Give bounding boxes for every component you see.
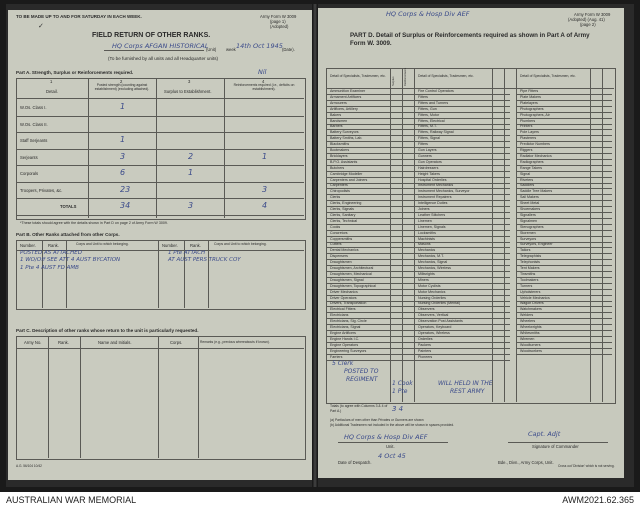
partD-row-label: Telephonists [520,260,540,265]
partD-row-label: Plasterers [520,136,537,141]
partD-hand-row: 1 Cook [392,380,413,387]
partD-hand-row: POSTED TO [344,368,379,375]
partD-row-label: Butchers [330,165,345,170]
col-num: 3 [188,79,191,84]
row-divider [516,171,612,172]
partD-row-label: Bricklayers [330,153,348,158]
partD-row-label: Fitters, M.T. [418,124,437,129]
partB-title: Part B. Other Ranks attached from other Corps. [16,232,120,237]
row-divider [516,354,612,355]
partD-row-label: Drivers, Transportation [330,301,367,306]
partD-row-label: Wiremen [520,336,535,341]
checkmark-icon: ✓ [38,23,44,30]
partA-cell-c3: 4 [262,201,268,210]
partD-row-label: Clerks, Signals [330,207,354,211]
partA-row-label: TOTALS [60,204,77,209]
signature-label-2: Bde., Divn., Army Corps, Unit. [498,460,554,465]
col-num: 2 [120,79,123,84]
partB-hand-row: 1 Pte ATTACH [168,250,206,256]
partC-table [16,336,306,460]
signature-note: Cross out 'Division' which is not serving. [558,464,615,468]
col-header: Posted strength (counting against establishment) (excluding attached). [94,83,150,91]
partD-row-label: Joiners [418,207,430,211]
partD-hand-row: 1 Pte [392,388,408,395]
adopted-note: (Adopted) (Aug. 41) [568,17,605,22]
partD-row-label: Predictor Numbers [520,142,550,147]
partD-row-label: Welders [520,313,534,318]
date-handwriting: 4 Oct 45 [378,452,406,460]
partD-row-label: Locksmiths [418,230,436,235]
signature-handwriting: Capt. Adjt [528,430,561,438]
partD-row-label: Hairdressers [418,165,439,170]
partD-row-label: Mechanics, Signal [418,260,448,265]
form-number: Army Form W 3009 [574,12,611,17]
partD-row-label: Hospital Orderlies [418,177,447,182]
col-header: Name and Initials. [98,340,132,345]
date-handwriting: 14th Oct 1945 [236,42,283,50]
partD-row-label: Battery Smiths, Lab. [330,136,363,141]
form-code: A.G. 56/104 10/42 [16,464,42,468]
partD-row-label: Gunners [418,153,432,158]
partD-hand-row: REGIMENT [346,376,378,383]
partD-row-label: Woodworkers [520,348,542,353]
partA-cell-c1: 23 [120,184,131,194]
partD-row-label: Driver Mechanics [330,289,358,294]
partC-title: Part C. Description of other ranks whose return to the unit is particularly requested. [16,328,199,333]
col-header: Reinforcements [404,67,407,86]
partD-row-label: Clerks [330,195,341,200]
partD-row-label: Masons [418,242,431,247]
partD-row-label: Instrument Mechanics, Surveyor [418,189,470,194]
partD-row-label: Clerks, Sanitary [330,212,356,217]
partD-row-label: Riveters [520,177,534,182]
partD-row-label: Electricians, Sig. Circle [330,319,367,324]
partD-row-label: Coppersmiths [330,236,353,241]
footer-bar [0,492,640,509]
partD-row-label: Toolmakers [520,277,539,282]
partD-row-label: Concretors [330,230,348,235]
page-number: (page 2) [580,22,596,27]
partD-row-label: Mechanics [418,248,436,253]
partD-row-label: Gun Layers [418,148,437,152]
partD-row-label: Dental Mechanics [330,248,359,253]
partD-row-label: Photographers, Air [520,112,550,117]
partD-row-label: Observers, Vertical [418,313,449,318]
partD-row-label: Mechanics, Wireless [418,266,451,270]
row-divider [16,149,304,150]
partD-row-label: Photographers [520,106,544,111]
partD-row-label: Fitters, Electrical [418,118,445,123]
partD-row-label: Surveyors [520,236,537,241]
partD-row-label: Fitters [418,142,428,147]
partD-row-label: Mechanics, M.T. [418,254,444,259]
partD-row-label: Armament Artificers [330,94,362,99]
partD-row-label: Chiropodists [330,189,350,194]
partA-cell-c3: 1 [262,151,268,161]
partA-row-label: Corporals [20,171,39,176]
partD-row-label: Radiator Mechanics [520,153,552,158]
partD-row-label: Barbers [330,124,343,129]
partD-row-label: Electricians [330,313,349,318]
partD-row-label: Saddle Tree Makers [520,189,553,194]
partA-handwriting: Nil [258,68,267,76]
partD-row-label: Storemen [520,230,536,235]
partD-row-label: Instrument Mechanics [418,183,454,188]
partD-row-label: Surveyors, Engineer [520,242,553,247]
unit-handwriting: HQ Corps & Hosp Div AEF [344,433,428,441]
row-divider [326,224,422,225]
partD-row-label: Shoemakers [520,207,541,211]
partD-row-label: Linemen [418,218,432,223]
partD-row-label: Tailors [520,248,531,253]
partD-hand-row: 5 Clerk [332,360,354,367]
form-subtitle: (To be furnished by all units and all Headquarter units) [108,56,219,61]
partA-cell-c1: 1 [120,102,126,111]
partB-hand-row: 1 Pte 4 AUST FD AMB [20,265,79,271]
row-divider [516,247,612,248]
partD-row-label: Turners [520,283,533,288]
partD-row-label: Gun Operators [418,159,442,164]
partD-row-label: Pole Layers [520,130,539,135]
partD-row-label: Vehicle Mechanics [520,295,550,300]
row-divider [326,194,422,195]
col-header: Army No. [24,340,42,345]
partD-row-label: Cooks [330,224,341,229]
partA-row-label: W.Os. Class II. [20,121,48,127]
partD-hand-row: REST ARMY [450,388,485,395]
col-num: 4 [262,79,265,84]
partD-row-label: Platelayers [520,100,538,105]
totals-label: Totals (to agree with Columns 3 & 4 of Part A.) [330,404,388,413]
partD-row-label: Sheet Metal [520,201,540,206]
row-divider [16,165,304,166]
partD-row-label: Engine Operators [330,342,359,347]
partD-row-label: Motor Mechanics [418,289,446,294]
partB-hand-row: 1 WO/Off SEE ATT 4 AUST BYCATION [20,257,121,263]
partD-row-label: Bootmakers [330,148,350,152]
partD-row-label: Machinists [418,236,435,241]
partD-row-label: Electricians, Signal [330,325,361,329]
unit-label: Unit. [386,444,395,449]
partD-row-label: Height Takers [418,171,440,176]
partD-row-label: Fitters, Signal [418,136,440,141]
row-divider [16,198,304,199]
row-divider [16,132,304,133]
partD-row-label: Linemen, Signals [418,224,446,229]
col-header: Number. [20,243,36,248]
col-header: Remarks (e.g., previous whereabouts if known). [200,340,270,344]
col-header: Surplus [391,76,395,86]
partD-row-label: Engine Artificers [330,330,356,335]
partD-row-label: Draughtsmen [330,260,352,265]
col-header: Surplus to Establishment. [164,89,212,94]
partD-row-label: Operators, Keyboard [418,325,452,329]
partD-row-label: Radiographers [520,159,544,164]
partA-cell-c2: 1 [188,168,194,177]
partD-row-label: Battery Surveyors [330,130,359,135]
partD-row-label: Plate Makers [520,94,541,99]
date-label: (Date). [282,47,295,52]
partD-row-label: Fitters, Gun [418,106,437,111]
partB-hand-row: POSTED AS ATTACHED [20,250,82,256]
partA-row-label: Troopers, Privates, &c. [20,187,63,193]
partD-row-label: Observation Post Assistants [418,319,463,324]
partD-row-label: Driver Operators [330,295,357,300]
partD-row-label: Riggers [520,148,533,152]
partD-row-label: Stenographers [520,224,544,229]
partD-row-label: Packers [418,342,431,347]
partA-row-label: W.Os. Class I. [20,105,47,110]
partD-row-label: Saddlers [520,183,535,188]
partD-row-label: Range Takers [520,165,543,170]
col-header: Detail. [46,89,58,94]
partD-row-label: Carpenters and Joiners [330,177,368,182]
partD-row-label: Draughtsmen, Mechanical [330,271,372,276]
partD-row-label: Motor Cyclists [418,283,441,288]
partD-row-label: Operators, Wireless [418,330,450,335]
partD-row-label: Draughtsmen, Topographical [330,283,376,288]
partD-row-label: Nursing Orderlies [418,295,446,300]
partD-row-label: Farriers [330,354,343,359]
partD-row-label: Wagon Drivers [520,301,544,306]
partD-row-label: Sail Makers [520,195,539,200]
partD-row-label: Bakers [330,112,342,117]
partD-row-label: Miners [418,277,429,282]
col-header: Corps. [170,340,183,345]
partD-row-label: Wheelwrights [520,325,542,329]
partD-row-label: Cambridge Modeller [330,171,363,176]
partD-row-label: Pipe Fitters [520,89,539,93]
partA-row-label: Serjeants [20,154,38,160]
partD-row-label: Plumbers [520,118,536,123]
right-page [318,8,624,478]
partD-row-label: Blacksmiths [330,142,350,147]
week-label: week [226,47,236,52]
col-header: Rank. [58,340,69,345]
partD-row-label: Upholsterers [520,289,541,294]
partA-cell-c3: 3 [262,184,268,194]
col-header: Reinforcements required (i.e., deficits on establishment). [233,83,295,91]
partD-row-label: Millwrights [418,271,435,276]
partD-row-label: Painters [418,348,432,353]
date-label: Date of Despatch. [338,460,372,465]
row-divider [16,215,304,216]
partD-row-label: B.P.O. Assistants [330,159,358,164]
adopted-note: (Adopted) [270,24,289,29]
partD-row-label: Telegraphists [520,254,542,259]
unit-handwriting: HQ Corps AFGAN HISTORICAL [112,42,209,50]
note-b: (b) Additional Tradesmen not included in the above will be shown in spaces provided. [330,423,455,427]
partA-cell-c1: 3 [120,151,126,161]
row-divider [414,94,510,95]
partA-cell-c2: 2 [188,151,194,161]
col-header: Corps and Unit to which belonging. [214,242,267,246]
partD-row-label: Printers [520,124,533,129]
row-divider [414,141,510,142]
partD-row-label: Pioneers [418,354,433,359]
header-note: TO BE MADE UP TO AND FOR SATURDAY IN EACH WEEK. [16,14,142,19]
partD-row-label: Fitters [418,94,428,99]
partD-title: PART D. Detail of Surplus or Reinforcements required as shown in Part A of Army Form W. 3009. [350,32,590,47]
partD-row-label: Draughtsmen, Architectural [330,266,374,270]
totals-hand: 3 4 [392,405,404,413]
unit-label: (Unit) [206,47,217,52]
partA-title: Part A. Strength, Surplus or Reinforcements required. [16,70,134,75]
col-header: Rank. [48,243,59,248]
col-num: 1 [50,79,53,84]
col-header: Detail of Specialists, Tradesmen, etc. [418,74,474,78]
partD-row-label: Fitters, Railway Signal [418,130,454,135]
footer-right: AWM2021.62.365 [562,495,634,505]
note-a: (a) Particulars of men other than Privates or Gunners are shown [330,418,424,422]
col-header: Detail of Specialists, Tradesmen, etc. [520,74,576,78]
partD-row-label: Fire Control Operators [418,89,454,93]
partD-row-label: Woodturners [520,342,541,347]
partD-row-label: Ammunition Examiner [330,89,366,93]
col-header: Number. [162,243,178,248]
signature-label: Signature of Commander [532,444,579,449]
col-header: Rank. [190,243,201,248]
partD-row-label: Whitesmiths [520,330,540,335]
partD-row-label: Artificers, Artillery [330,106,358,111]
partD-row-label: Armourers [330,100,347,105]
partD-row-label: Engineering Surveyors [330,348,367,353]
partA-cell-c1: 6 [120,168,126,177]
partA-cell-c2: 3 [188,201,194,210]
partA-note: *These totals should agree with the details shown in Part D on page 2 of Army Form W 3009. [20,221,168,225]
partD-row-label: Draughtsmen, Signal [330,277,364,282]
partD-row-label: Cutters [330,242,342,247]
partD-row-label: Signalmen [520,218,537,223]
footer-left: AUSTRALIAN WAR MEMORIAL [6,495,137,505]
partD-row-label: Instrument Repairers [418,195,452,200]
partA-cell-c1: 34 [120,201,131,210]
partD-row-label: Tent Makers [520,266,540,270]
partD-row-label: Fitters, Motor [418,112,440,117]
partD-row-label: Intelligence Duties [418,201,448,206]
partD-row-label: Signallers [520,212,536,217]
partD-row-label: Dispensers [330,254,348,259]
partD-hand-row: WILL HELD IN THE [438,380,493,387]
partD-row-label: Nursing Orderlies (Mental) [418,301,461,306]
col-header: Corps and Unit to which belonging. [76,242,129,246]
partA-row-label: Staff Serjeants [20,138,48,143]
top-handwriting: HQ Corps & Hosp Div AEF [386,10,470,18]
partD-row-label: Orderlies [418,336,433,341]
left-page [8,10,312,480]
partD-row-label: Clerks, Technical [330,218,358,223]
partD-row-label: Wheelers [520,319,536,324]
partD-row-label: Bandsmen [330,118,348,123]
partD-row-label: Fitters and Turners [418,100,449,105]
partD-row-label: Observers [418,307,435,312]
page-number: (page 1) [270,19,286,24]
col-header: Detail of Specialists, Tradesmen, etc. [330,74,386,78]
partD-row-label: Clerks, Engineering [330,201,362,206]
row-divider [414,360,510,361]
partD-row-label: Leather Stitchers [418,212,446,217]
partB-hand-row: AT AUST PERS TRUCK COY [168,257,241,263]
partD-row-label: Signal [520,171,530,176]
partA-cell-c1: 1 [120,135,126,144]
partD-row-label: Watchmakers [520,307,542,312]
form-title: FIELD RETURN OF OTHER RANKS. [92,32,211,39]
row-divider [16,116,304,117]
row-divider [16,182,304,183]
partD-row-label: Engine Hands I.C. [330,336,360,341]
partD-row-label: Carpenters [330,183,348,188]
partD-row-label: Electrical Fitters [330,307,356,312]
form-number: Army Form W 3009 [260,14,297,19]
partD-row-label: Tinsmiths [520,271,536,276]
